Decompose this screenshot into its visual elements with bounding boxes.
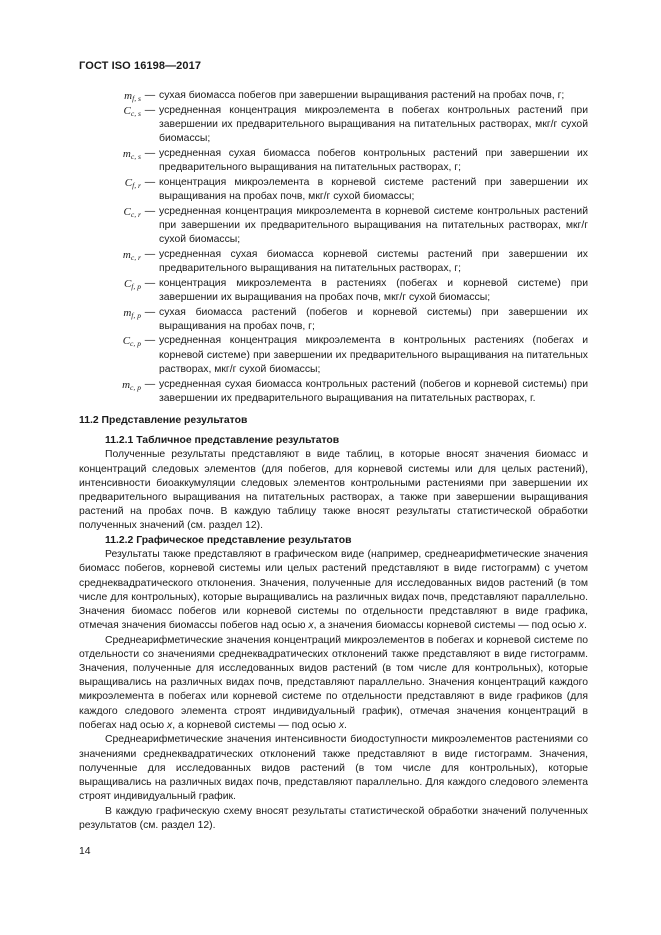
paragraph: Среднеарифметические значения концентраций микроэлементов в побегах и корневой системе по отдельности со значениями среднеквадратических отклонений также представляют в виде гистограмм. Значения, полученные для исследованных видов растений (в том числе для контрольных), которые выращивались на различных видах почв, представляют параллельно. Значения концентраций каждого микроэлемента в побегах или корневой системе по отдельности представляют в виде графиков (для каждого следового элемента строят индивидуальный график), отмечая значения концентраций в побегах над осью x, а корневой системы — под осью x. [79,634,588,731]
definition-symbol: $m_{c, p}$ [122,378,141,392]
subsection-heading: 11.2.2 Графическое представление результатов [105,534,352,546]
definition-list [79,89,588,406]
definition-dash: — [144,277,156,289]
definition-text: усредненная сухая биомасса корневой системы растений при завершении их предварительного выращивания на питательных растворах, г; [159,248,588,274]
definition-symbol: $C_{f, p}$ [123,277,141,291]
definition-item [79,104,588,147]
definition-item [79,205,588,248]
definition-text: концентрация микроэлемента в растениях (побегах и корневой системе) при завершении их выращивания на пробах почв, мкг/г сухой биомассы; [159,277,588,303]
definition-symbol: $C_{f, r}$ [124,176,141,190]
definition-text: усредненная сухая биомасса побегов контрольных растений при завершении их предварительного выращивания на питательных растворах, г; [159,147,588,174]
definition-text: усредненная концентрация микроэлемента в побегах контрольных растений при завершении их предварительного выращивания на питательных растворах, мкг/г сухой биомассы; [159,104,588,145]
definition-item [79,89,588,103]
definition-symbol: $m_{f, s}$ [124,90,141,103]
definition-dash: — [144,104,156,116]
definition-item [79,378,588,406]
definition-symbol: $C_{c, s}$ [123,104,141,118]
definition-item [79,306,588,334]
paragraph: Полученные результаты представляют в виде таблиц, в которые вносят значения биомасс и концентраций следовых элементов (для побегов, для корневой системы или для целых растений), интенсивности биоаккумуляции следовых элементов контрольными растениями при завершении их предварительного выращивания на питательных растворах, а также при завершении выращивания растений на пробах почв. В каждую таблицу также вносят результаты статистической обработки полученных значений (см. раздел 12). [79,449,588,532]
definition-symbol: $m_{f, p}$ [123,306,141,320]
definition-symbol: $m_{c, s}$ [122,147,141,161]
document-header: ГОСТ ISO 16198—2017 [79,60,202,72]
definition-text: концентрация микроэлемента в корневой системе растений при завершении их выращивания на пробах почв, мкг/г сухой биомассы; [159,176,588,202]
definition-item [79,334,588,377]
paragraph: В каждую графическую схему вносят результаты статистической обработки значений полученных результатов (см. раздел 12). [79,805,588,831]
subsection-heading: 11.2.1 Табличное представление результатов [105,435,340,447]
definition-text: сухая биомасса растений (побегов и корневой системы) при завершении их выращивания на пробах почв, г; [159,306,588,332]
definition-dash: — [144,147,156,159]
definition-dash: — [144,176,156,188]
page-number: 14 [79,846,91,857]
definition-symbol: $m_{c, r}$ [122,248,141,262]
paragraph: Среднеарифметические значения интенсивности биодоступности микроэлементов растениями со значениями среднеквадратических отклонений также представляют в виде гистограмм. Значения, полученные для исследованных видов растений (в том числе для контрольных), которые выращивались на различных видах почв, представляют параллельно. Для каждого следового элемента строят индивидуальный график. [79,734,588,803]
definition-item [79,147,588,175]
definition-dash: — [144,335,156,347]
definition-dash: — [144,205,156,217]
section-heading: 11.2 Представление результатов [79,415,248,427]
definition-symbol: $C_{c, r}$ [123,205,141,219]
document-body [79,89,588,833]
definition-text: усредненная сухая биомасса контрольных растений (побегов и корневой системы) при завершении их предварительного выращивания на питательных растворах, г. [159,378,588,404]
definition-dash: — [144,90,156,101]
definition-dash: — [144,248,156,260]
paragraph: Результаты также представляют в графическом виде (например, среднеарифметические значения биомасс побегов, корневой системы или целых растений представляют в виде гистограмм) с учетом среднеквадратического отклонения. Значения, полученные для исследованных видов растений (в том числе для контрольных), которые выращивались на различных видах почв, представляют параллельно. Значения биомасс побегов или корневой системы по отдельности представляют в виде графика, отмечая значения биомассы побегов над осью x, а значения биомассы корневой системы — под осью x. [79,549,588,632]
definition-item [79,277,588,305]
definition-dash: — [144,306,156,318]
definition-item [79,176,588,204]
definition-text: усредненная концентрация микроэлемента в корневой системе контрольных растений при завершении их предварительного выращивания на питательных растворах, мкг/г сухой биомассы; [159,205,588,246]
definition-dash: — [144,378,156,390]
definition-text: сухая биомасса побегов при завершении выращивания растений на пробах почв, г; [159,90,565,101]
definition-symbol: $C_{c, p}$ [122,335,141,349]
definition-text: усредненная концентрация микроэлемента в контрольных растениях (побегах и корневой системе) при завершении их предварительного выращивания на питательных растворах, мкг/г сухой биомассы; [159,335,588,375]
definition-item [79,248,588,276]
